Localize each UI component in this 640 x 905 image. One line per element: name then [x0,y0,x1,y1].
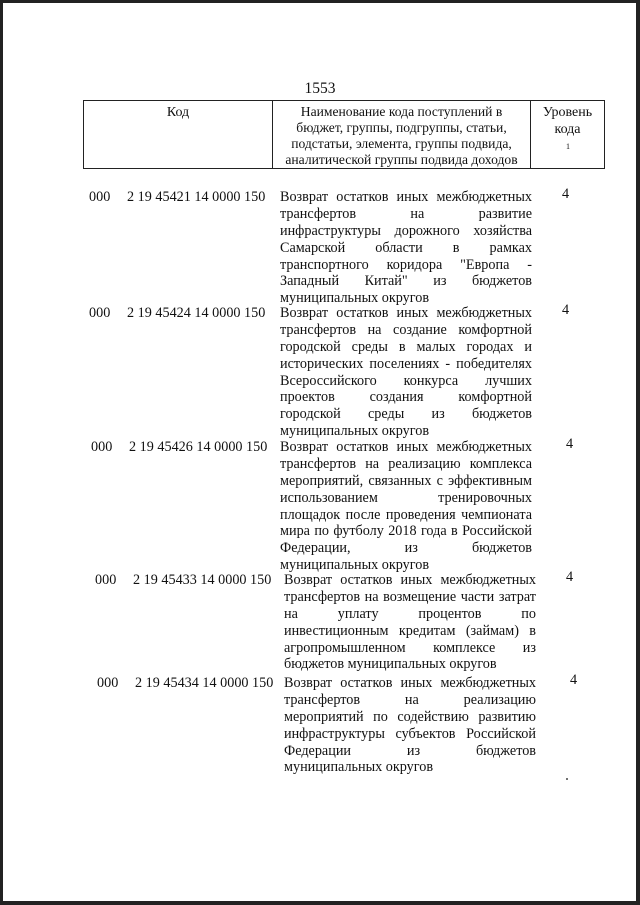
admin-code: 000 [97,675,119,691]
income-name-line: использованием тренировочных [280,489,532,506]
scan-border-top [0,0,640,3]
income-name-line: Федерации, из бюджетов [280,540,532,557]
income-name-line: мероприятий по содействию развитию [284,708,536,725]
income-name-line: Федерации из бюджетов [284,742,536,759]
income-name-line: площадок после проведения чемпионата [280,506,532,523]
code-level: 4 [570,672,578,688]
admin-code: 000 [89,305,111,321]
income-name-line: муниципальных округов [280,290,430,307]
income-name [284,572,536,673]
income-name-line: инфраструктуры субъектов Российской [284,725,536,742]
scan-border-right [636,0,640,905]
admin-code: 000 [89,189,111,205]
income-name-line: Западный Китай" из бюджетов [280,273,532,290]
income-name-line: городской среды в малых городах и [280,338,532,355]
header-name-line: аналитической группы подвида доходов [285,152,518,167]
income-code: 2 19 45424 14 0000 150 [127,305,266,321]
table-header [83,100,605,169]
income-name-line: бюджетов муниципальных округов [284,656,497,673]
income-name-line: Возврат остатков иных межбюджетных [280,439,532,455]
income-name-line: городской среды из бюджетов [280,406,532,423]
income-code: 2 19 45434 14 0000 150 [135,675,274,691]
income-name-line: инвестиционным кредитам (займам) в [284,622,536,639]
code-level: 4 [566,436,574,452]
code-level: 4 [562,302,570,318]
income-name-line: Всероссийского конкурса лучших [280,372,532,389]
income-name-line: Возврат остатков иных межбюджетных [280,189,532,205]
income-name-line: транспортного коридора "Европа - [280,256,532,273]
income-name-line: Возврат остатков иных межбюджетных [280,305,532,321]
header-code-label: Код [166,105,190,120]
income-name-line: муниципальных округов [280,423,430,440]
income-name-line: агропромышленном комплексе из [284,639,536,656]
header-name-line: подстатьи, элемента, группы подвида, [291,136,512,151]
budget-code [97,675,273,692]
header-level-word: кода [554,122,581,137]
header-name-line: Наименование кода поступлений в [300,104,503,119]
header-code-cell [84,101,273,168]
income-name-line: трансфертов на развитие [280,205,532,222]
income-name-line: на уплату процентов по [284,605,536,622]
income-code: 2 19 45433 14 0000 150 [133,572,272,588]
header-name-cell [273,101,531,168]
budget-code [91,439,267,456]
header-level-line [531,121,604,155]
income-name-line: трансфертов на реализацию комплекса [280,455,532,472]
income-name-line: Возврат остатков иных межбюджетных [284,675,536,691]
income-name-line: инфраструктуры дорожного хозяйства [280,222,532,239]
code-level: 4 [562,186,570,202]
header-level-cell [531,101,604,168]
income-code: 2 19 45426 14 0000 150 [129,439,268,455]
income-code: 2 19 45421 14 0000 150 [127,189,266,205]
footnote-marker: 1 [566,142,570,151]
admin-code: 000 [91,439,113,455]
income-name-line: мероприятий, связанных с эффективным [280,472,532,489]
header-level-label [531,101,604,155]
budget-code [89,189,265,206]
income-name-line: проектов создания комфортной [280,389,532,406]
income-name-line: трансфертов на возмещение части затрат [284,588,536,605]
income-name-line: мира по футболу 2018 года в Российской [280,523,532,540]
page-number: 1553 [304,80,336,97]
income-name [280,189,532,307]
header-name-line: бюджет, группы, подгруппы, статьи, [296,120,507,135]
income-name [280,305,532,440]
header-level-line: Уровень [542,105,593,120]
code-level: 4 [566,569,574,585]
income-name-line: Возврат остатков иных межбюджетных [284,572,536,588]
income-name-line: трансфертов на реализацию [284,691,536,708]
income-name-line: Самарской области в рамках [280,239,532,256]
income-name-line: трансфертов на создание комфортной [280,321,532,338]
income-name-line: исторических поселениях - победителях [280,355,532,372]
budget-code [89,305,265,322]
income-name [280,439,532,574]
scan-border-bottom [0,901,640,905]
admin-code: 000 [95,572,117,588]
scan-speck [566,778,568,780]
budget-code [95,572,271,589]
income-name-line: муниципальных округов [284,759,434,776]
income-name-line: муниципальных округов [280,557,430,574]
income-name [284,675,536,776]
header-name-label [273,101,530,168]
scan-border-left [0,0,3,905]
